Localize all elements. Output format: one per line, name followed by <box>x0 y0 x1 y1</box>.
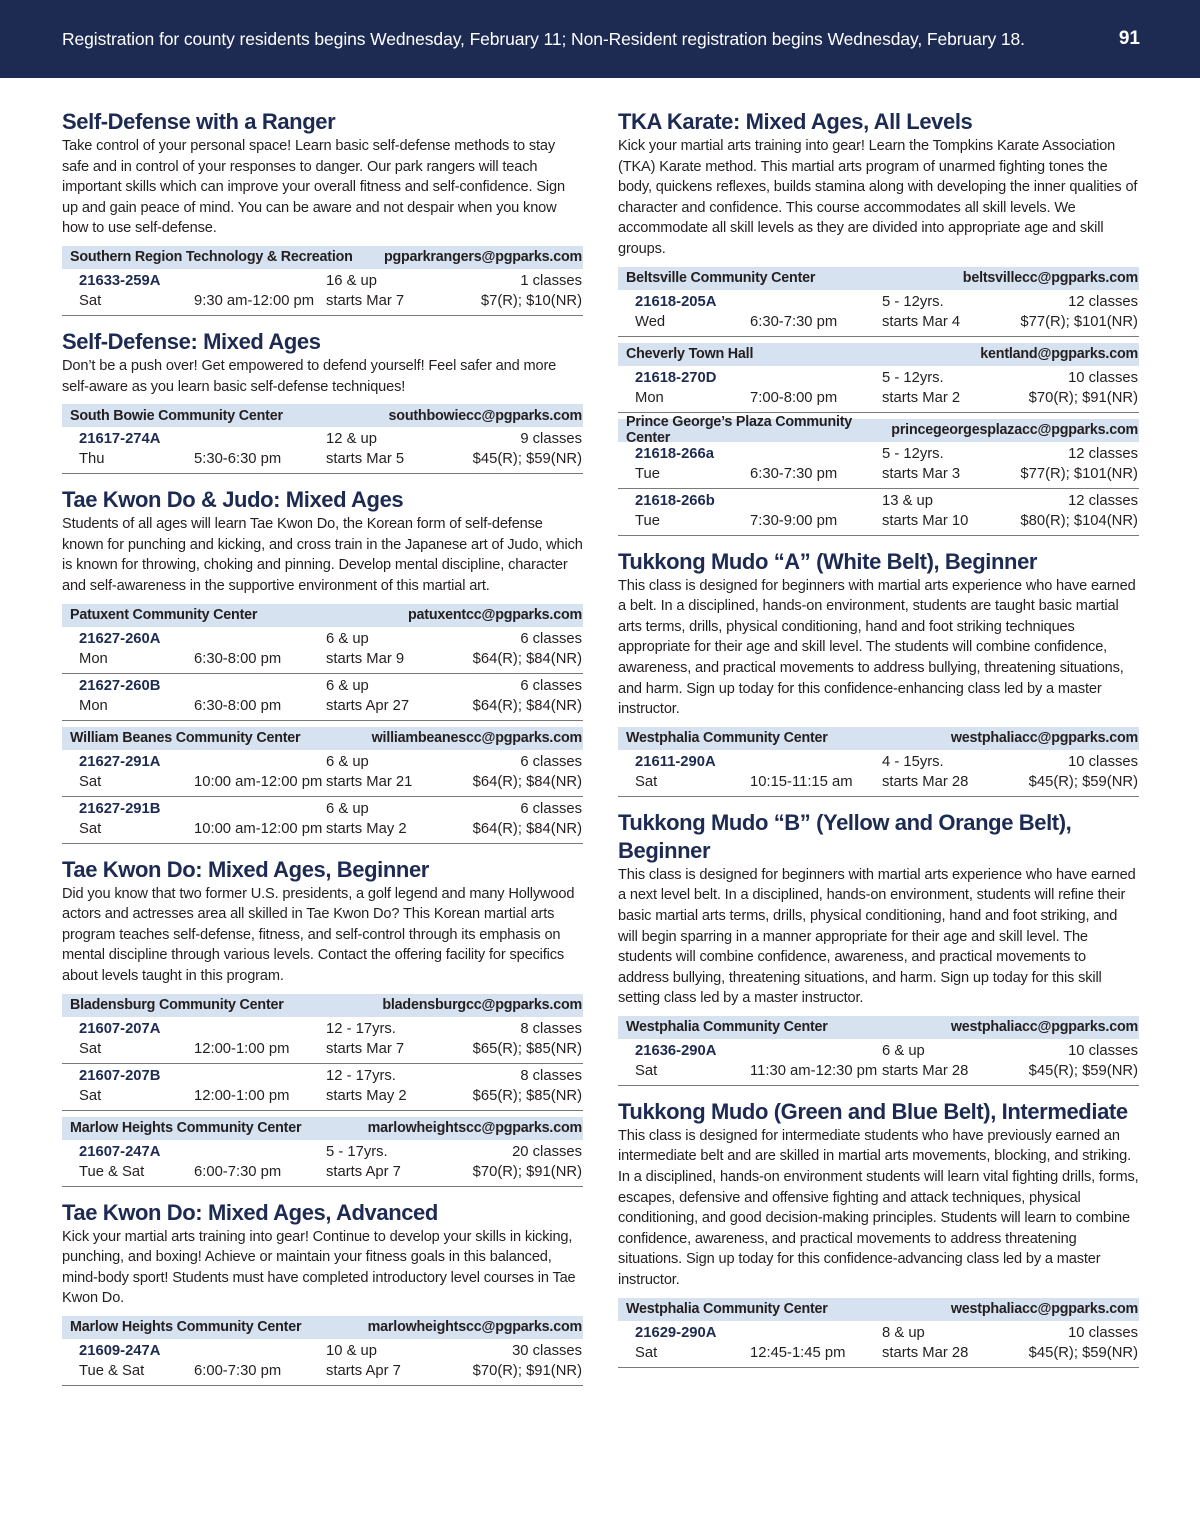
session-class-count: 10 classes <box>1068 1042 1138 1059</box>
course-section <box>618 108 1139 536</box>
session-row <box>62 427 583 474</box>
location-bar <box>62 1316 583 1339</box>
location-name: Bladensburg Community Center <box>70 997 284 1013</box>
session-class-count: 30 classes <box>512 1342 582 1359</box>
session-day: Sat <box>79 1040 102 1057</box>
session-time: 7:00-8:00 pm <box>750 389 838 406</box>
session-day: Tue & Sat <box>79 1362 145 1379</box>
session-row <box>62 1017 583 1064</box>
location-email-link[interactable]: kentland@pgparks.com <box>980 346 1138 363</box>
course-code: 21633-259A <box>79 272 161 289</box>
course-description: This class is designed for intermediate students who have previously earned an intermediate belt and are skilled in martial arts movements, blocking, and striking. In a disciplined, hands-on environment students will learn vital fighting drills, forms, escapes, defensive and offensive fighting and attack techniques, physical conditioning, and good decision-making principles. Students will learn to combine confidence, awareness, and practical movements to address threatening situations. Sign up today for this confidence-advancing class led by a master instructor. <box>618 1127 1139 1289</box>
course-title: Tukkong Mudo “B” (Yellow and Orange Belt), Beginner <box>618 809 1072 863</box>
course-code: 21618-270D <box>635 369 717 386</box>
session-start-date: starts Mar 5 <box>326 451 405 468</box>
left-column <box>62 108 583 1398</box>
session-fee: $70(R); $91(NR) <box>472 1362 582 1379</box>
session-row <box>62 627 583 674</box>
session-start-date: starts Mar 10 <box>882 512 969 529</box>
session-fee: $70(R); $91(NR) <box>472 1163 582 1180</box>
location-name: Cheverly Town Hall <box>626 346 754 363</box>
session-class-count: 9 classes <box>520 431 582 448</box>
location-name: William Beanes Community Center <box>70 730 301 747</box>
session-class-count: 6 classes <box>520 800 582 817</box>
course-description: This class is designed for beginners with martial arts experience who have earned a belt. In a disciplined, hands-on environment, students are taught basic martial arts terms, drills, physical conditioning, hand and foot striking techniques appropriate for their age and skill level. The students will combine confidence, awareness, and practical movements to address bullying, threatening situations, and harm. Sign up today for this confidence-enhancing class led by a master instructor. <box>618 577 1136 718</box>
session-start-date: starts Mar 9 <box>326 650 405 667</box>
session-start-date: starts Apr 7 <box>326 1362 401 1379</box>
location-bar <box>62 404 583 427</box>
course-code: 21627-260A <box>79 630 161 647</box>
location-name: Marlow Heights Community Center <box>70 1319 302 1336</box>
course-title: Self-Defense with a Ranger <box>62 109 336 134</box>
session-class-count: 1 classes <box>520 272 582 289</box>
location-name: Beltsville Community Center <box>626 270 816 287</box>
course-section <box>62 1199 583 1386</box>
location-name: Southern Region Technology & Recreation <box>70 249 353 266</box>
session-start-date: starts Apr 27 <box>326 697 410 714</box>
session-fee: $45(R); $59(NR) <box>472 451 582 468</box>
course-code: 21611-290A <box>635 753 716 770</box>
session-time: 11:30 am-12:30 pm <box>750 1062 878 1079</box>
session-row <box>62 269 583 316</box>
location-email-link[interactable]: pgparkrangers@pgparks.com <box>383 249 582 266</box>
session-age: 5 - 17yrs. <box>326 1143 388 1160</box>
session-time: 7:30-9:00 pm <box>750 512 838 529</box>
course-code: 21617-274A <box>79 431 161 448</box>
location-bar <box>618 414 1139 447</box>
session-fee: $45(R); $59(NR) <box>1028 1062 1138 1079</box>
location-block <box>618 727 1139 797</box>
course-code: 21627-291B <box>79 800 161 817</box>
course-section <box>618 548 1139 797</box>
session-time: 6:00-7:30 pm <box>194 1362 282 1379</box>
location-block <box>618 267 1139 337</box>
course-code: 21629-290A <box>635 1324 717 1341</box>
session-time: 5:30-6:30 pm <box>194 451 282 468</box>
course-title: Tae Kwon Do: Mixed Ages, Advanced <box>62 1199 438 1225</box>
session-row <box>618 1321 1139 1368</box>
location-bar <box>618 727 1139 750</box>
session-row <box>62 1140 583 1187</box>
session-fee: $77(R); $101(NR) <box>1020 313 1138 330</box>
session-start-date: starts Mar 2 <box>882 389 961 406</box>
session-age: 12 - 17yrs. <box>326 1067 396 1084</box>
session-time: 6:00-7:30 pm <box>194 1163 282 1180</box>
session-day: Sat <box>79 773 102 790</box>
session-class-count: 6 classes <box>520 753 582 770</box>
session-class-count: 10 classes <box>1068 1324 1138 1341</box>
course-title: Self-Defense: Mixed Ages <box>62 328 321 354</box>
course-code: 21627-260B <box>79 677 161 694</box>
course-title: Tukkong Mudo (Green and Blue Belt), Intermediate <box>618 1098 1128 1124</box>
location-email-link[interactable]: princegeorgesplazacc@pgparks.com <box>891 422 1138 439</box>
session-class-count: 12 classes <box>1068 293 1138 310</box>
course-code: 21636-290A <box>635 1042 717 1059</box>
location-block <box>618 414 1139 536</box>
session-fee: $64(R); $84(NR) <box>472 697 582 714</box>
session-age: 16 & up <box>326 272 378 289</box>
session-age: 6 & up <box>326 753 369 770</box>
session-day: Wed <box>635 313 666 330</box>
location-name: Patuxent Community Center <box>70 607 258 624</box>
session-class-count: 8 classes <box>520 1020 582 1037</box>
course-description: Kick your martial arts training into gear! Continue to develop your skills in kicking, punching, and boxing! Achieve or maintain your fitness goals in this balanced, mind-body sport! Students must have completed introductory level courses in Tae Kwon Do. <box>62 1228 576 1307</box>
location-bar <box>62 727 583 750</box>
session-day: Sat <box>635 1062 658 1079</box>
course-description: Don’t be a push over! Get empowered to defend yourself! Feel safer and more self-aware as you learn basic self-defense techniques! <box>62 357 557 395</box>
session-class-count: 8 classes <box>520 1067 582 1084</box>
session-fee: $64(R); $84(NR) <box>472 773 582 790</box>
course-code: 21618-266a <box>635 445 714 462</box>
session-time: 6:30-7:30 pm <box>750 465 838 482</box>
location-email-link[interactable]: patuxentcc@pgparks.com <box>407 607 582 624</box>
registration-banner-text: Registration for county residents begins Wednesday, February 11; Non-Resident registration begins Wednesday, February 18. <box>62 28 1025 49</box>
session-day: Mon <box>79 650 108 667</box>
location-block <box>62 727 583 844</box>
session-day: Thu <box>79 451 105 468</box>
session-fee: $64(R); $84(NR) <box>472 820 582 837</box>
session-age: 5 - 12yrs. <box>882 369 944 386</box>
session-class-count: 12 classes <box>1068 492 1138 509</box>
location-email-link[interactable]: westphaliacc@pgparks.com <box>950 1019 1138 1036</box>
course-description: Take control of your personal space! Learn basic self-defense methods to stay safe and in control of your responses to danger. Our park rangers will teach important skills which can improve your overall fitness and self-confidence. Sign up and gain peace of mind. You can be aware and not despair when you know how to use self-defense. <box>62 138 565 237</box>
location-block <box>62 1316 583 1386</box>
session-start-date: starts May 2 <box>326 820 407 837</box>
course-code: 21618-266b <box>635 492 715 509</box>
session-fee: $45(R); $59(NR) <box>1028 773 1138 790</box>
session-day: Sat <box>79 820 102 837</box>
session-time: 12:00-1:00 pm <box>194 1040 290 1057</box>
location-block <box>618 1298 1139 1368</box>
session-start-date: starts Mar 28 <box>882 773 969 790</box>
session-row <box>618 366 1139 413</box>
session-time: 12:45-1:45 pm <box>750 1344 846 1361</box>
session-row <box>618 1039 1139 1086</box>
location-bar <box>62 1117 583 1140</box>
course-section <box>62 108 583 316</box>
session-time: 6:30-8:00 pm <box>194 697 282 714</box>
session-class-count: 12 classes <box>1068 445 1138 462</box>
session-class-count: 6 classes <box>520 630 582 647</box>
location-bar <box>618 267 1139 290</box>
session-time: 12:00-1:00 pm <box>194 1087 290 1104</box>
session-class-count: 6 classes <box>520 677 582 694</box>
session-start-date: starts Mar 28 <box>882 1344 969 1361</box>
session-age: 13 & up <box>882 492 934 509</box>
course-code: 21607-207B <box>79 1067 161 1084</box>
session-class-count: 20 classes <box>512 1143 582 1160</box>
session-age: 5 - 12yrs. <box>882 445 944 462</box>
course-title: Tae Kwon Do: Mixed Ages, Beginner <box>62 856 429 882</box>
course-section <box>618 809 1139 1086</box>
location-name: Marlow Heights Community Center <box>70 1120 302 1136</box>
top-banner <box>0 0 1200 78</box>
session-row <box>618 290 1139 337</box>
course-title: Tae Kwon Do & Judo: Mixed Ages <box>62 487 404 513</box>
location-name: Westphalia Community Center <box>626 730 828 747</box>
session-age: 8 & up <box>882 1324 925 1341</box>
course-section <box>618 1098 1139 1368</box>
session-day: Tue & Sat <box>79 1163 145 1180</box>
session-day: Sat <box>635 1344 658 1361</box>
location-bar <box>618 1016 1139 1039</box>
location-block <box>62 994 583 1111</box>
page-number: 91 <box>1118 28 1140 49</box>
course-title: Tukkong Mudo “A” (White Belt), Beginner <box>618 548 1038 574</box>
session-day: Tue <box>635 465 660 482</box>
session-fee: $65(R); $85(NR) <box>472 1087 582 1104</box>
location-bar <box>62 246 583 269</box>
location-bar <box>618 343 1139 366</box>
location-email-link[interactable]: williambeanescc@pgparks.com <box>371 730 582 747</box>
session-day: Mon <box>635 389 664 406</box>
course-section <box>62 856 583 1187</box>
session-row <box>618 489 1139 536</box>
session-day: Tue <box>635 512 660 529</box>
location-bar <box>62 994 583 1017</box>
location-block <box>62 1117 583 1187</box>
session-day: Sat <box>635 773 658 790</box>
location-email-link[interactable]: westphaliacc@pgparks.com <box>950 1301 1138 1318</box>
session-age: 6 & up <box>882 1042 925 1059</box>
session-time: 9:30 am-12:00 pm <box>194 292 315 309</box>
session-age: 6 & up <box>326 630 369 647</box>
session-age: 4 - 15yrs. <box>882 753 944 770</box>
location-bar <box>618 1298 1139 1321</box>
session-row <box>62 1339 583 1386</box>
session-start-date: starts Mar 7 <box>326 1040 405 1057</box>
location-email-link[interactable]: marlowheightscc@pgparks.com <box>367 1319 582 1336</box>
session-age: 10 & up <box>326 1342 378 1359</box>
course-code: 21618-205A <box>635 293 717 310</box>
session-start-date: starts Mar 3 <box>882 465 961 482</box>
session-row <box>62 1064 583 1111</box>
session-age: 6 & up <box>326 800 369 817</box>
location-bar <box>62 604 583 627</box>
session-start-date: starts Mar 21 <box>326 773 413 790</box>
right-column <box>618 108 1139 1380</box>
location-email-link[interactable]: marlowheightscc@pgparks.com <box>367 1120 582 1136</box>
session-day: Sat <box>79 292 102 309</box>
location-email-link[interactable]: southbowiecc@pgparks.com <box>388 407 582 424</box>
session-fee: $65(R); $85(NR) <box>472 1040 582 1057</box>
course-description: Kick your martial arts training into gear! Learn the Tompkins Karate Association (TKA) Karate method. This martial arts program of unarmed fighting tones the body, quickens reflexes, builds stamina along with developing the inner qualities of character and confidence. This course accommodates all skill levels. We accommodate all skill levels as they are divided into appropriate age and skill groups. <box>618 138 1138 257</box>
session-age: 12 - 17yrs. <box>326 1020 396 1037</box>
session-fee: $70(R); $91(NR) <box>1028 389 1138 406</box>
course-description: This class is designed for beginners with martial arts experience who have earned a next level belt. In a disciplined, hands-on environment, students will refine their basic martial arts terms, drills, physical conditioning, hand and foot striking, and will begin sparring in a manner appropriate for their age and skill level. The students will combine confidence, awareness, and practical movements to address bullying, threatening situations, and harm. Sign up today for this skill setting class led by a master instructor. <box>618 866 1136 1007</box>
session-start-date: starts Mar 4 <box>882 313 961 330</box>
location-block <box>62 604 583 721</box>
session-time: 6:30-7:30 pm <box>750 313 838 330</box>
course-description: Did you know that two former U.S. presidents, a golf legend and many Hollywood actors and actresses area all skilled in Tae Kwon Do? This Korean martial arts program teaches self-defense, fitness, and self-control through its emphasis on mental discipline through various levels. Contact the offering facility for specifics about levels taught in this program. <box>62 885 575 984</box>
course-description: Students of all ages will learn Tae Kwon Do, the Korean form of self-defense known for punching and kicking, and cross train in the Japanese art of Judo, which is known for throwing, choking and pinning. Develop mental discipline, character and self-awareness in the supportive environment of this martial art. <box>62 516 583 594</box>
session-row <box>618 750 1139 797</box>
session-start-date: starts May 2 <box>326 1087 407 1104</box>
course-code: 21607-247A <box>79 1143 161 1160</box>
course-code: 21609-247A <box>79 1342 161 1359</box>
session-time: 10:15-11:15 am <box>750 773 853 790</box>
course-section <box>62 328 583 474</box>
course-title: TKA Karate: Mixed Ages, All Levels <box>618 109 973 134</box>
location-block <box>618 343 1139 413</box>
course-section <box>62 486 583 843</box>
location-name: South Bowie Community Center <box>70 407 283 424</box>
session-time: 10:00 am-12:00 pm <box>194 820 323 837</box>
location-block <box>62 246 583 316</box>
location-email-link[interactable]: westphaliacc@pgparks.com <box>950 730 1138 747</box>
session-day: Mon <box>79 697 108 714</box>
location-block <box>618 1016 1139 1086</box>
location-name: Westphalia Community Center <box>626 1301 828 1318</box>
session-time: 10:00 am-12:00 pm <box>194 773 323 790</box>
location-email-link[interactable]: beltsvillecc@pgparks.com <box>962 270 1138 287</box>
location-name: Westphalia Community Center <box>626 1019 828 1036</box>
session-age: 12 & up <box>326 431 378 448</box>
session-row <box>62 750 583 797</box>
session-row <box>62 797 583 844</box>
course-code: 21627-291A <box>79 753 161 770</box>
course-code: 21607-207A <box>79 1020 161 1037</box>
session-time: 6:30-8:00 pm <box>194 650 282 667</box>
session-start-date: starts Apr 7 <box>326 1163 401 1180</box>
session-fee: $64(R); $84(NR) <box>472 650 582 667</box>
session-class-count: 10 classes <box>1068 369 1138 386</box>
session-start-date: starts Mar 7 <box>326 292 405 309</box>
session-start-date: starts Mar 28 <box>882 1062 969 1079</box>
session-row <box>62 674 583 721</box>
session-age: 6 & up <box>326 677 369 694</box>
session-class-count: 10 classes <box>1068 753 1138 770</box>
session-day: Sat <box>79 1087 102 1104</box>
session-fee: $7(R); $10(NR) <box>480 292 582 309</box>
location-email-link[interactable]: bladensburgcc@pgparks.com <box>382 997 582 1013</box>
session-row <box>618 442 1139 489</box>
session-fee: $77(R); $101(NR) <box>1020 465 1138 482</box>
location-block <box>62 404 583 474</box>
session-age: 5 - 12yrs. <box>882 293 944 310</box>
session-fee: $45(R); $59(NR) <box>1028 1344 1138 1361</box>
location-name: Prince George’s Plaza Community Center <box>626 414 853 447</box>
session-fee: $80(R); $104(NR) <box>1020 512 1138 529</box>
